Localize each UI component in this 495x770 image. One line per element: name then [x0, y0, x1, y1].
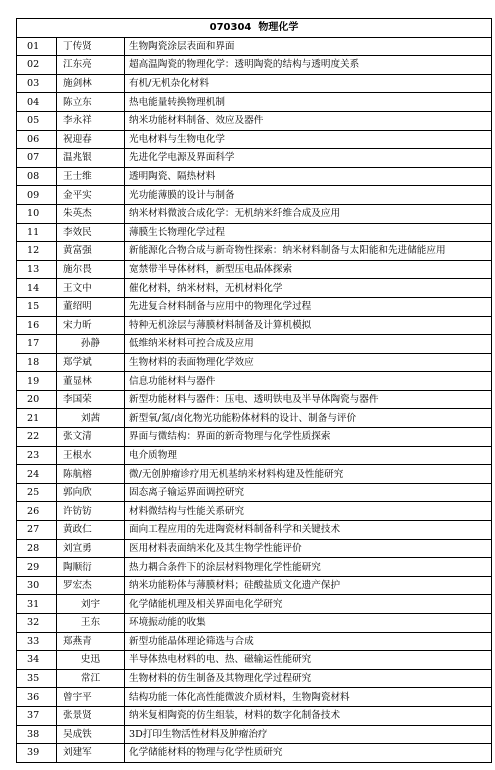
- research-directions-table: [16, 18, 492, 763]
- supervisor-name: 陶顺衍: [57, 558, 125, 577]
- research-direction: 先进化学电源及界面科学: [125, 149, 492, 168]
- research-direction: 结构功能一体化高性能微波介质材料，生物陶瓷材料: [125, 688, 492, 707]
- row-number: 13: [17, 260, 57, 279]
- supervisor-name: 施尔畏: [57, 260, 125, 279]
- table-row: [17, 316, 492, 335]
- research-direction: 3D打印生物活性材料及肿瘤治疗: [125, 725, 492, 744]
- table-row: [17, 167, 492, 186]
- row-number: 18: [17, 353, 57, 372]
- row-number: 35: [17, 669, 57, 688]
- row-number: 38: [17, 725, 57, 744]
- row-number: 37: [17, 706, 57, 725]
- research-direction: 新能源化合物合成与新奇物性探索：纳米材料制备与太阳能和先进储能应用: [125, 242, 492, 261]
- research-direction: 纳米功能材料制备、效应及器件: [125, 111, 492, 130]
- table-row: [17, 521, 492, 540]
- research-direction: 医用材料表面纳米化及其生物学性能评价: [125, 539, 492, 558]
- research-direction: 环境振动能的收集: [125, 614, 492, 633]
- research-direction: 纳米材料微波合成化学：无机纳米纤维合成及应用: [125, 204, 492, 223]
- supervisor-name: 金平实: [57, 186, 125, 205]
- row-number: 32: [17, 614, 57, 633]
- supervisor-name: 黄富强: [57, 242, 125, 261]
- row-number: 39: [17, 744, 57, 763]
- table-row: [17, 372, 492, 391]
- row-number: 07: [17, 149, 57, 168]
- research-direction: 化学储能机理及相关界面电化学研究: [125, 595, 492, 614]
- research-directions-sheet: [16, 18, 491, 763]
- research-direction: 有机/无机杂化材料: [125, 74, 492, 93]
- table-row: [17, 539, 492, 558]
- table-row: [17, 409, 492, 428]
- research-direction: 先进复合材料制备与应用中的物理化学过程: [125, 297, 492, 316]
- row-number: 16: [17, 316, 57, 335]
- research-direction: 光功能薄膜的设计与制备: [125, 186, 492, 205]
- supervisor-name: 刘建军: [57, 744, 125, 763]
- row-number: 09: [17, 186, 57, 205]
- row-number: 26: [17, 502, 57, 521]
- supervisor-name: 朱英杰: [57, 204, 125, 223]
- research-direction: 化学储能材料的物理与化学性质研究: [125, 744, 492, 763]
- research-direction: 超高温陶瓷的物理化学：透明陶瓷的结构与透明度关系: [125, 56, 492, 75]
- research-direction: 界面与微结构：界面的新奇物理与化学性质探索: [125, 428, 492, 447]
- row-number: 14: [17, 279, 57, 298]
- supervisor-name: 罗宏杰: [57, 576, 125, 595]
- table-title: [17, 19, 492, 38]
- subject-name: 物理化学: [258, 22, 299, 34]
- research-direction: 材料微结构与性能关系研究: [125, 502, 492, 521]
- research-direction: 信息功能材料与器件: [125, 372, 492, 391]
- supervisor-name: 陈立东: [57, 93, 125, 112]
- research-direction: 催化材料，纳米材料，无机材料化学: [125, 279, 492, 298]
- supervisor-name: 李国荣: [57, 390, 125, 409]
- subject-code: 070304: [209, 22, 252, 34]
- supervisor-name: 江东亮: [57, 56, 125, 75]
- supervisor-name: 史迅: [57, 651, 125, 670]
- table-row: [17, 483, 492, 502]
- research-direction: 生物材料的表面物理化学效应: [125, 353, 492, 372]
- supervisor-name: 李永祥: [57, 111, 125, 130]
- row-number: 36: [17, 688, 57, 707]
- row-number: 11: [17, 223, 57, 242]
- table-row: [17, 669, 492, 688]
- research-direction: 面向工程应用的先进陶瓷材料制备科学和关键技术: [125, 521, 492, 540]
- table-row: [17, 632, 492, 651]
- row-number: 28: [17, 539, 57, 558]
- research-direction: 电介质物理: [125, 446, 492, 465]
- row-number: 19: [17, 372, 57, 391]
- table-row: [17, 390, 492, 409]
- research-direction: 光电材料与生物电化学: [125, 130, 492, 149]
- row-number: 27: [17, 521, 57, 540]
- table-row: [17, 744, 492, 763]
- supervisor-name: 王文中: [57, 279, 125, 298]
- supervisor-name: 刘茜: [57, 409, 125, 428]
- table-row: [17, 186, 492, 205]
- table-row: [17, 725, 492, 744]
- research-direction: 纳米复相陶瓷的仿生组装，材料的数字化制备技术: [125, 706, 492, 725]
- research-direction: 生物材料的仿生制备及其物理化学过程研究: [125, 669, 492, 688]
- row-number: 04: [17, 93, 57, 112]
- row-number: 12: [17, 242, 57, 261]
- table-row: [17, 595, 492, 614]
- row-number: 25: [17, 483, 57, 502]
- supervisor-name: 吴成铁: [57, 725, 125, 744]
- table-row: [17, 651, 492, 670]
- row-number: 31: [17, 595, 57, 614]
- row-number: 10: [17, 204, 57, 223]
- table-row: [17, 111, 492, 130]
- table-row: [17, 706, 492, 725]
- table-row: [17, 688, 492, 707]
- research-direction: 纳米功能粉体与薄膜材料；硅酸盐质文化遗产保护: [125, 576, 492, 595]
- row-number: 22: [17, 428, 57, 447]
- table-body: [17, 37, 492, 762]
- table-row: [17, 465, 492, 484]
- supervisor-name: 曾宇平: [57, 688, 125, 707]
- supervisor-name: 陈航榕: [57, 465, 125, 484]
- research-direction: 生物陶瓷涂层表面和界面: [125, 37, 492, 56]
- supervisor-name: 王士维: [57, 167, 125, 186]
- row-number: 33: [17, 632, 57, 651]
- row-number: 21: [17, 409, 57, 428]
- supervisor-name: 郑学斌: [57, 353, 125, 372]
- row-number: 17: [17, 335, 57, 354]
- row-number: 06: [17, 130, 57, 149]
- research-direction: 热电能量转换物理机制: [125, 93, 492, 112]
- supervisor-name: 张文清: [57, 428, 125, 447]
- supervisor-name: 董绍明: [57, 297, 125, 316]
- table-row: [17, 37, 492, 56]
- table-row: [17, 558, 492, 577]
- supervisor-name: 王东: [57, 614, 125, 633]
- supervisor-name: 张景贤: [57, 706, 125, 725]
- row-number: 08: [17, 167, 57, 186]
- research-direction: 宽禁带半导体材料，新型压电晶体探索: [125, 260, 492, 279]
- row-number: 29: [17, 558, 57, 577]
- research-direction: 固态离子输运界面调控研究: [125, 483, 492, 502]
- row-number: 03: [17, 74, 57, 93]
- row-number: 30: [17, 576, 57, 595]
- supervisor-name: 董显林: [57, 372, 125, 391]
- research-direction: 新型功能晶体理论筛选与合成: [125, 632, 492, 651]
- supervisor-name: 王根水: [57, 446, 125, 465]
- table-row: [17, 204, 492, 223]
- row-number: 20: [17, 390, 57, 409]
- research-direction: 低维纳米材料可控合成及应用: [125, 335, 492, 354]
- supervisor-name: 黄政仁: [57, 521, 125, 540]
- supervisor-name: 丁传贤: [57, 37, 125, 56]
- table-row: [17, 279, 492, 298]
- table-row: [17, 56, 492, 75]
- research-direction: 半导体热电材料的电、热、磁输运性能研究: [125, 651, 492, 670]
- research-direction: 新型功能材料与器件：压电、透明铁电及半导体陶瓷与器件: [125, 390, 492, 409]
- supervisor-name: 郭向欣: [57, 483, 125, 502]
- table-row: [17, 223, 492, 242]
- research-direction: 薄膜生长物理化学过程: [125, 223, 492, 242]
- table-row: [17, 74, 492, 93]
- table-header-row: [17, 19, 492, 38]
- supervisor-name: 温兆银: [57, 149, 125, 168]
- table-row: [17, 428, 492, 447]
- table-row: [17, 335, 492, 354]
- research-direction: 特种无机涂层与薄膜材料制备及计算机模拟: [125, 316, 492, 335]
- table-row: [17, 576, 492, 595]
- table-row: [17, 614, 492, 633]
- supervisor-name: 常江: [57, 669, 125, 688]
- supervisor-name: 宋力昕: [57, 316, 125, 335]
- research-direction: 透明陶瓷、隔热材料: [125, 167, 492, 186]
- supervisor-name: 郑燕青: [57, 632, 125, 651]
- table-row: [17, 149, 492, 168]
- research-direction: 热力耦合条件下的涂层材料物理化学性能研究: [125, 558, 492, 577]
- supervisor-name: 刘宣勇: [57, 539, 125, 558]
- table-row: [17, 130, 492, 149]
- row-number: 05: [17, 111, 57, 130]
- supervisor-name: 祝迎春: [57, 130, 125, 149]
- row-number: 02: [17, 56, 57, 75]
- table-row: [17, 93, 492, 112]
- table-row: [17, 297, 492, 316]
- supervisor-name: 李效民: [57, 223, 125, 242]
- table-row: [17, 353, 492, 372]
- table-row: [17, 242, 492, 261]
- row-number: 34: [17, 651, 57, 670]
- research-direction: 微/无创肿瘤诊疗用无机基纳米材料构建及性能研究: [125, 465, 492, 484]
- table-row: [17, 502, 492, 521]
- research-direction: 新型氧/氮/卤化物光功能粉体材料的设计、制备与评价: [125, 409, 492, 428]
- row-number: 01: [17, 37, 57, 56]
- supervisor-name: 施剑林: [57, 74, 125, 93]
- table-row: [17, 446, 492, 465]
- table-row: [17, 260, 492, 279]
- row-number: 15: [17, 297, 57, 316]
- supervisor-name: 刘宇: [57, 595, 125, 614]
- supervisor-name: 孙静: [57, 335, 125, 354]
- row-number: 23: [17, 446, 57, 465]
- supervisor-name: 许钫钫: [57, 502, 125, 521]
- row-number: 24: [17, 465, 57, 484]
